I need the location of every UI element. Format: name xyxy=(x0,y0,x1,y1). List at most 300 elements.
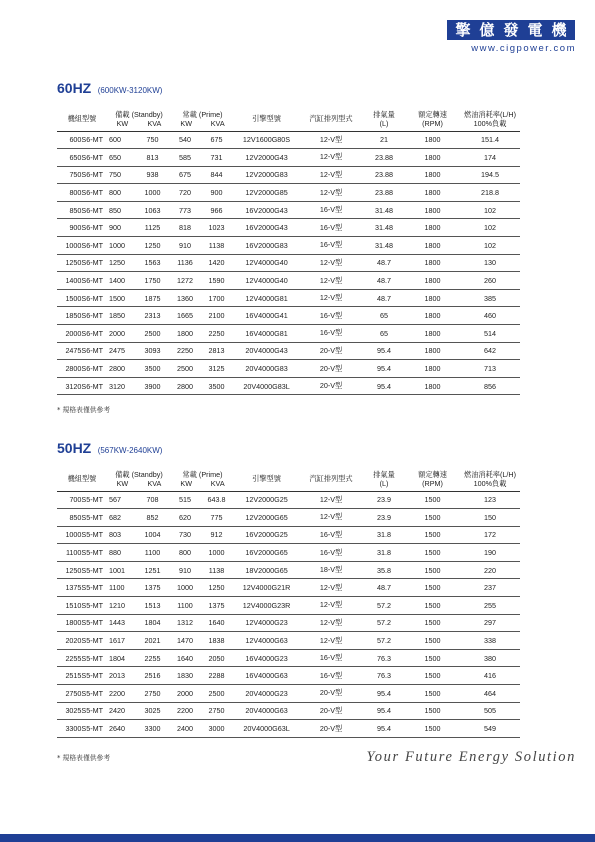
cell-prime-kw: 675 xyxy=(171,166,199,184)
cell-model: 2750S5-MT xyxy=(57,685,107,703)
spec-table-60hz xyxy=(57,107,520,395)
table-row xyxy=(57,377,520,395)
cell-fuel: 255 xyxy=(460,597,520,615)
cell-engine: 12V4000G81 xyxy=(234,289,299,307)
cell-engine: 12V1600G80S xyxy=(234,131,299,149)
cell-standby-kva: 1100 xyxy=(134,544,171,562)
cell-displacement: 31.48 xyxy=(363,219,405,237)
cell-prime-kva: 912 xyxy=(199,526,234,544)
cell-standby-kva: 1804 xyxy=(134,614,171,632)
cell-engine: 18V2000G65 xyxy=(234,561,299,579)
cell-prime-kva: 2500 xyxy=(199,685,234,703)
cell-prime-kva: 900 xyxy=(199,184,234,202)
cell-displacement: 31.8 xyxy=(363,526,405,544)
cell-model: 1400S6-MT xyxy=(57,272,107,290)
cell-speed: 1500 xyxy=(405,649,460,667)
cell-prime-kw: 1830 xyxy=(171,667,199,685)
section-title-60hz xyxy=(57,80,162,98)
cell-model: 850S5-MT xyxy=(57,509,107,527)
cell-cylinder: 20-V型 xyxy=(299,720,363,738)
cell-model: 1100S5-MT xyxy=(57,544,107,562)
cell-model: 2515S5-MT xyxy=(57,667,107,685)
cell-prime-kva: 1590 xyxy=(199,272,234,290)
cell-speed: 1500 xyxy=(405,597,460,615)
cell-prime-kw: 1000 xyxy=(171,579,199,597)
table-note-60hz: * 規格表僅供參考 xyxy=(57,406,111,414)
cell-prime-kw: 773 xyxy=(171,201,199,219)
cell-cylinder: 12-V型 xyxy=(299,579,363,597)
cell-displacement: 48.7 xyxy=(363,289,405,307)
cell-standby-kva: 1250 xyxy=(134,237,171,255)
cell-speed: 1500 xyxy=(405,685,460,703)
cell-prime-kw: 2500 xyxy=(171,360,199,378)
cell-speed: 1800 xyxy=(405,360,460,378)
cell-standby-kva: 750 xyxy=(134,131,171,149)
header-kva: KVA xyxy=(147,478,162,488)
brand-char: 擎 xyxy=(455,21,471,39)
cell-prime-kw: 2200 xyxy=(171,702,199,720)
table-row xyxy=(57,184,520,202)
header-cylinder: 汽缸排列型式 xyxy=(299,467,363,491)
cell-standby-kva: 938 xyxy=(134,166,171,184)
cell-cylinder: 18-V型 xyxy=(299,561,363,579)
cell-fuel: 172 xyxy=(460,526,520,544)
cell-prime-kw: 2000 xyxy=(171,685,199,703)
cell-displacement: 65 xyxy=(363,325,405,343)
cell-displacement: 57.2 xyxy=(363,632,405,650)
cell-standby-kw: 2000 xyxy=(107,325,134,343)
cell-standby-kw: 2200 xyxy=(107,685,134,703)
header-displacement xyxy=(363,467,405,491)
cell-prime-kva: 1138 xyxy=(199,561,234,579)
cell-displacement: 95.4 xyxy=(363,342,405,360)
cell-standby-kw: 2640 xyxy=(107,720,134,738)
cell-speed: 1500 xyxy=(405,544,460,562)
cell-speed: 1800 xyxy=(405,272,460,290)
cell-standby-kw: 1250 xyxy=(107,254,134,272)
header-kw: KW xyxy=(116,118,129,128)
cell-standby-kw: 3120 xyxy=(107,377,134,395)
header-fuel xyxy=(460,107,520,131)
cell-engine: 20V4000G63 xyxy=(234,702,299,720)
cell-speed: 1800 xyxy=(405,342,460,360)
cell-speed: 1800 xyxy=(405,307,460,325)
cell-speed: 1800 xyxy=(405,377,460,395)
cell-displacement: 95.4 xyxy=(363,360,405,378)
cell-fuel: 220 xyxy=(460,561,520,579)
table-row xyxy=(57,237,520,255)
cell-cylinder: 16-V型 xyxy=(299,544,363,562)
table-row xyxy=(57,201,520,219)
cell-cylinder: 16-V型 xyxy=(299,307,363,325)
cell-model: 850S6-MT xyxy=(57,201,107,219)
table-row xyxy=(57,720,520,738)
cell-fuel: 260 xyxy=(460,272,520,290)
bottom-bar xyxy=(0,834,595,842)
cell-engine: 16V2000G65 xyxy=(234,544,299,562)
cell-cylinder: 20-V型 xyxy=(299,377,363,395)
cell-prime-kw: 2400 xyxy=(171,720,199,738)
cell-fuel: 102 xyxy=(460,201,520,219)
table-row xyxy=(57,509,520,527)
cell-engine: 12V4000G40 xyxy=(234,254,299,272)
header-speed-label: 額定轉速 xyxy=(418,469,447,479)
cell-prime-kw: 730 xyxy=(171,526,199,544)
cell-standby-kw: 1000 xyxy=(107,237,134,255)
table-row xyxy=(57,307,520,325)
header-speed-label: 額定轉速 xyxy=(418,109,447,119)
cell-prime-kw: 818 xyxy=(171,219,199,237)
cell-cylinder: 12-V型 xyxy=(299,491,363,509)
cell-speed: 1800 xyxy=(405,149,460,167)
cell-fuel: 549 xyxy=(460,720,520,738)
section-title-50hz xyxy=(57,440,162,458)
cell-prime-kva: 1838 xyxy=(199,632,234,650)
header-speed xyxy=(405,467,460,491)
table-row xyxy=(57,632,520,650)
cell-cylinder: 12-V型 xyxy=(299,149,363,167)
header-standby-label: 備載 (Standby) xyxy=(115,469,163,479)
cell-engine: 12V4000G40 xyxy=(234,272,299,290)
table-row xyxy=(57,166,520,184)
cell-engine: 16V2000G83 xyxy=(234,237,299,255)
cell-engine: 20V4000G43 xyxy=(234,342,299,360)
table-row xyxy=(57,702,520,720)
cell-cylinder: 16-V型 xyxy=(299,649,363,667)
cell-displacement: 76.3 xyxy=(363,667,405,685)
cell-engine: 12V2000G85 xyxy=(234,184,299,202)
cell-prime-kw: 1272 xyxy=(171,272,199,290)
cell-engine: 20V4000G23 xyxy=(234,685,299,703)
spec-table-50hz xyxy=(57,467,520,738)
cell-cylinder: 12-V型 xyxy=(299,184,363,202)
cell-speed: 1800 xyxy=(405,237,460,255)
cell-standby-kw: 650 xyxy=(107,149,134,167)
cell-engine: 16V2000G43 xyxy=(234,201,299,219)
header-displacement xyxy=(363,107,405,131)
cell-prime-kva: 1023 xyxy=(199,219,234,237)
cell-speed: 1800 xyxy=(405,219,460,237)
table-note-50hz: * 規格表僅供參考 xyxy=(57,754,111,762)
cell-cylinder: 12-V型 xyxy=(299,166,363,184)
cell-speed: 1500 xyxy=(405,667,460,685)
cell-standby-kw: 1500 xyxy=(107,289,134,307)
cell-standby-kw: 1400 xyxy=(107,272,134,290)
table-row xyxy=(57,254,520,272)
cell-standby-kva: 852 xyxy=(134,509,171,527)
cell-standby-kva: 1513 xyxy=(134,597,171,615)
section-range: (567KW-2640KW) xyxy=(97,446,163,455)
cell-model: 600S6-MT xyxy=(57,131,107,149)
header-prime-label: 常載 (Prime) xyxy=(182,469,223,479)
cell-fuel: 130 xyxy=(460,254,520,272)
cell-displacement: 35.8 xyxy=(363,561,405,579)
cell-fuel: 464 xyxy=(460,685,520,703)
cell-standby-kva: 1063 xyxy=(134,201,171,219)
cell-engine: 16V4000G41 xyxy=(234,307,299,325)
header-standby xyxy=(107,467,171,491)
cell-engine: 12V4000G63 xyxy=(234,632,299,650)
cell-standby-kva: 1000 xyxy=(134,184,171,202)
cell-speed: 1500 xyxy=(405,526,460,544)
header-standby-label: 備載 (Standby) xyxy=(115,109,163,119)
cell-model: 2255S5-MT xyxy=(57,649,107,667)
cell-standby-kva: 2255 xyxy=(134,649,171,667)
cell-standby-kva: 813 xyxy=(134,149,171,167)
cell-fuel: 190 xyxy=(460,544,520,562)
cell-cylinder: 12-V型 xyxy=(299,632,363,650)
header-kva: KVA xyxy=(210,118,225,128)
cell-standby-kw: 800 xyxy=(107,184,134,202)
cell-engine: 16V2000G25 xyxy=(234,526,299,544)
header-displacement-label: 排氣量 xyxy=(373,109,395,119)
cell-standby-kva: 3900 xyxy=(134,377,171,395)
header-kva: KVA xyxy=(147,118,162,128)
cell-standby-kw: 2420 xyxy=(107,702,134,720)
table-body xyxy=(57,131,520,395)
cell-displacement: 31.8 xyxy=(363,544,405,562)
header-model: 機組型號 xyxy=(57,467,107,491)
cell-prime-kw: 2800 xyxy=(171,377,199,395)
cell-model: 1375S5-MT xyxy=(57,579,107,597)
cell-model: 2800S6-MT xyxy=(57,360,107,378)
cell-engine: 16V4000G63 xyxy=(234,667,299,685)
cell-prime-kva: 675 xyxy=(199,131,234,149)
cell-model: 3120S6-MT xyxy=(57,377,107,395)
cell-standby-kva: 3300 xyxy=(134,720,171,738)
cell-standby-kw: 682 xyxy=(107,509,134,527)
cell-engine: 20V4000G83L xyxy=(234,377,299,395)
cell-speed: 1500 xyxy=(405,561,460,579)
cell-fuel: 642 xyxy=(460,342,520,360)
header-prime xyxy=(171,107,234,131)
cell-prime-kva: 775 xyxy=(199,509,234,527)
cell-cylinder: 12-V型 xyxy=(299,289,363,307)
table-row xyxy=(57,272,520,290)
header-speed xyxy=(405,107,460,131)
cell-displacement: 21 xyxy=(363,131,405,149)
cell-prime-kva: 844 xyxy=(199,166,234,184)
cell-standby-kw: 600 xyxy=(107,131,134,149)
cell-displacement: 95.4 xyxy=(363,720,405,738)
brand-char: 電 xyxy=(527,21,543,39)
cell-standby-kva: 1004 xyxy=(134,526,171,544)
cell-fuel: 194.5 xyxy=(460,166,520,184)
table-row xyxy=(57,342,520,360)
table-row xyxy=(57,131,520,149)
cell-prime-kw: 585 xyxy=(171,149,199,167)
header-displacement-label: 排氣量 xyxy=(373,469,395,479)
cell-standby-kw: 2013 xyxy=(107,667,134,685)
cell-model: 1510S5-MT xyxy=(57,597,107,615)
cell-standby-kva: 708 xyxy=(134,491,171,509)
header-fuel-sub: 100%負載 xyxy=(473,478,507,488)
cell-engine: 12V2000G65 xyxy=(234,509,299,527)
cell-standby-kw: 1850 xyxy=(107,307,134,325)
cell-prime-kva: 2250 xyxy=(199,325,234,343)
table-row xyxy=(57,544,520,562)
cell-prime-kva: 3125 xyxy=(199,360,234,378)
cell-standby-kva: 2516 xyxy=(134,667,171,685)
header-fuel-sub: 100%負載 xyxy=(473,118,507,128)
cell-standby-kva: 3093 xyxy=(134,342,171,360)
cell-speed: 1800 xyxy=(405,166,460,184)
cell-model: 700S5-MT xyxy=(57,491,107,509)
table-row xyxy=(57,579,520,597)
cell-cylinder: 16-V型 xyxy=(299,237,363,255)
cell-standby-kw: 2475 xyxy=(107,342,134,360)
cell-model: 650S6-MT xyxy=(57,149,107,167)
cell-standby-kva: 2500 xyxy=(134,325,171,343)
cell-speed: 1800 xyxy=(405,289,460,307)
cell-fuel: 297 xyxy=(460,614,520,632)
cell-standby-kva: 1375 xyxy=(134,579,171,597)
cell-standby-kva: 1251 xyxy=(134,561,171,579)
cell-prime-kva: 2813 xyxy=(199,342,234,360)
cell-engine: 12V2000G43 xyxy=(234,149,299,167)
cell-displacement: 95.4 xyxy=(363,377,405,395)
cell-engine: 12V2000G83 xyxy=(234,166,299,184)
cell-speed: 1500 xyxy=(405,720,460,738)
header-fuel xyxy=(460,467,520,491)
table-row xyxy=(57,667,520,685)
cell-standby-kva: 2750 xyxy=(134,685,171,703)
header-standby xyxy=(107,107,171,131)
cell-displacement: 65 xyxy=(363,307,405,325)
cell-model: 1250S5-MT xyxy=(57,561,107,579)
cell-fuel: 380 xyxy=(460,649,520,667)
cell-standby-kw: 1617 xyxy=(107,632,134,650)
cell-displacement: 23.9 xyxy=(363,491,405,509)
header-kva: KVA xyxy=(210,478,225,488)
cell-prime-kw: 1470 xyxy=(171,632,199,650)
cell-prime-kw: 620 xyxy=(171,509,199,527)
cell-model: 3300S5-MT xyxy=(57,720,107,738)
table-row xyxy=(57,614,520,632)
cell-fuel: 338 xyxy=(460,632,520,650)
cell-prime-kw: 910 xyxy=(171,237,199,255)
cell-prime-kva: 2750 xyxy=(199,702,234,720)
table-row xyxy=(57,289,520,307)
cell-prime-kw: 2250 xyxy=(171,342,199,360)
cell-prime-kw: 1100 xyxy=(171,597,199,615)
cell-fuel: 218.8 xyxy=(460,184,520,202)
cell-cylinder: 12-V型 xyxy=(299,131,363,149)
cell-speed: 1500 xyxy=(405,491,460,509)
brand-char: 機 xyxy=(551,21,567,39)
cell-speed: 1500 xyxy=(405,509,460,527)
cell-engine: 12V2000G25 xyxy=(234,491,299,509)
cell-displacement: 23.88 xyxy=(363,184,405,202)
table-row xyxy=(57,149,520,167)
cell-standby-kva: 1563 xyxy=(134,254,171,272)
cell-model: 1850S6-MT xyxy=(57,307,107,325)
cell-prime-kva: 1138 xyxy=(199,237,234,255)
cell-prime-kw: 1136 xyxy=(171,254,199,272)
cell-speed: 1500 xyxy=(405,632,460,650)
cell-displacement: 48.7 xyxy=(363,254,405,272)
cell-standby-kva: 2021 xyxy=(134,632,171,650)
cell-standby-kw: 567 xyxy=(107,491,134,509)
cell-fuel: 713 xyxy=(460,360,520,378)
cell-displacement: 95.4 xyxy=(363,685,405,703)
cell-speed: 1500 xyxy=(405,702,460,720)
header-prime-label: 常載 (Prime) xyxy=(182,109,223,119)
cell-cylinder: 12-V型 xyxy=(299,272,363,290)
cell-cylinder: 12-V型 xyxy=(299,509,363,527)
header-kw: KW xyxy=(116,478,129,488)
header-model: 機組型號 xyxy=(57,107,107,131)
tagline: Your Future Energy Solution xyxy=(366,749,576,765)
cell-prime-kva: 1420 xyxy=(199,254,234,272)
cell-prime-kw: 910 xyxy=(171,561,199,579)
cell-displacement: 31.48 xyxy=(363,237,405,255)
cell-fuel: 151.4 xyxy=(460,131,520,149)
cell-displacement: 76.3 xyxy=(363,649,405,667)
cell-cylinder: 20-V型 xyxy=(299,702,363,720)
cell-model: 1000S5-MT xyxy=(57,526,107,544)
cell-standby-kva: 3025 xyxy=(134,702,171,720)
cell-prime-kw: 1312 xyxy=(171,614,199,632)
header-fuel-label: 燃油消耗率(L/H) xyxy=(464,109,516,119)
cell-cylinder: 16-V型 xyxy=(299,219,363,237)
cell-displacement: 31.48 xyxy=(363,201,405,219)
cell-prime-kw: 540 xyxy=(171,131,199,149)
brand-char: 億 xyxy=(479,21,495,39)
cell-prime-kw: 800 xyxy=(171,544,199,562)
cell-speed: 1800 xyxy=(405,325,460,343)
cell-engine: 16V4000G81 xyxy=(234,325,299,343)
cell-prime-kw: 1665 xyxy=(171,307,199,325)
cell-prime-kva: 1640 xyxy=(199,614,234,632)
header-speed-unit: (RPM) xyxy=(422,478,443,488)
cell-prime-kva: 2050 xyxy=(199,649,234,667)
cell-displacement: 48.7 xyxy=(363,579,405,597)
cell-prime-kva: 966 xyxy=(199,201,234,219)
cell-prime-kw: 1640 xyxy=(171,649,199,667)
cell-standby-kw: 750 xyxy=(107,166,134,184)
cell-standby-kva: 1750 xyxy=(134,272,171,290)
cell-model: 1250S6-MT xyxy=(57,254,107,272)
cell-standby-kva: 1875 xyxy=(134,289,171,307)
cell-speed: 1500 xyxy=(405,614,460,632)
cell-cylinder: 16-V型 xyxy=(299,667,363,685)
cell-fuel: 856 xyxy=(460,377,520,395)
cell-engine: 20V4000G83 xyxy=(234,360,299,378)
table-row xyxy=(57,360,520,378)
cell-speed: 1800 xyxy=(405,184,460,202)
cell-fuel: 416 xyxy=(460,667,520,685)
cell-standby-kva: 1125 xyxy=(134,219,171,237)
table-row xyxy=(57,561,520,579)
cell-prime-kw: 515 xyxy=(171,491,199,509)
cell-model: 3025S5-MT xyxy=(57,702,107,720)
cell-prime-kva: 2100 xyxy=(199,307,234,325)
cell-fuel: 150 xyxy=(460,509,520,527)
header-engine: 引擎型號 xyxy=(234,467,299,491)
cell-prime-kva: 1375 xyxy=(199,597,234,615)
table-row xyxy=(57,491,520,509)
cell-cylinder: 16-V型 xyxy=(299,526,363,544)
cell-speed: 1500 xyxy=(405,579,460,597)
cell-engine: 16V4000G23 xyxy=(234,649,299,667)
cell-standby-kw: 1804 xyxy=(107,649,134,667)
cell-displacement: 95.4 xyxy=(363,702,405,720)
cell-prime-kva: 1700 xyxy=(199,289,234,307)
cell-model: 1800S5-MT xyxy=(57,614,107,632)
cell-cylinder: 20-V型 xyxy=(299,360,363,378)
cell-cylinder: 20-V型 xyxy=(299,342,363,360)
